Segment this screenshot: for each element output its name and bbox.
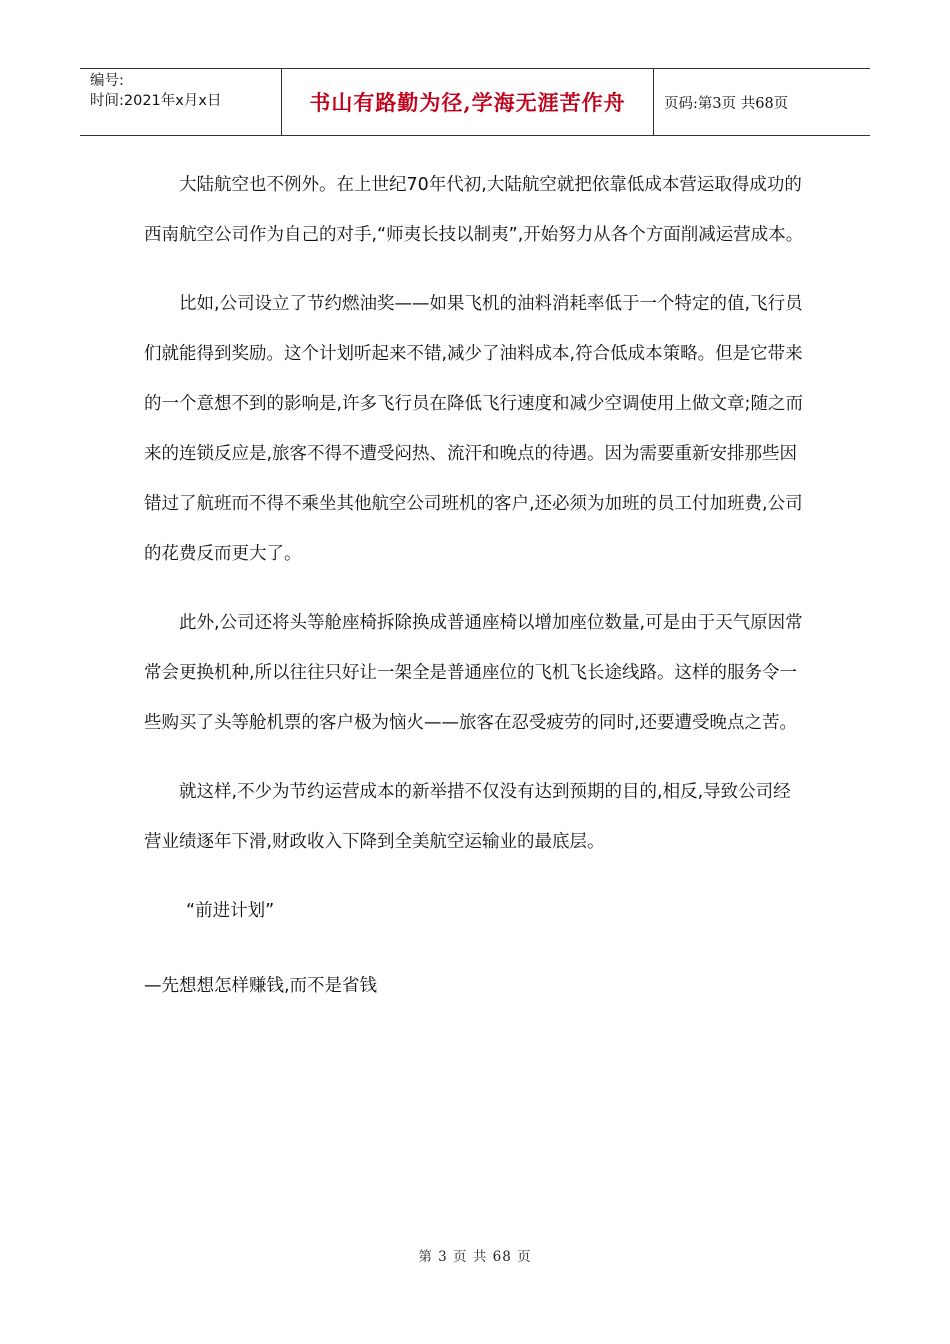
document-body [144,160,804,1040]
paragraph-3: 此外,公司还将头等舱座椅拆除换成普通座椅以增加座位数量,可是由于天气原因常常会更换机种,所以往往只好让一架全是普通座位的飞机飞长途线路。这样的服务令一些购买了头等舱机票的客户极为恼火——旅客在忍受疲劳的同时,还要遭受晚点之苦。 [144,613,803,733]
section-subtitle: —先想想怎样赚钱,而不是省钱 [144,976,378,996]
document-number-label: 编号: [90,73,124,89]
page-footer: 第 3 页 共 68 页 [418,1249,532,1265]
header-page-info: 页码:第3页 共68页 [664,95,789,112]
paragraph-4: 就这样,不少为节约运营成本的新举措不仅没有达到预期的目的,相反,导致公司经营业绩逐年下滑,财政收入下降到全美航空运输业的最底层。 [144,782,791,852]
document-time-label: 时间:2021年x月x日 [90,93,222,109]
section-title: “前进计划” [186,901,275,921]
header-motto: 书山有路勤为径,学海无涯苦作舟 [282,69,654,135]
paragraph-1: 大陆航空也不例外。在上世纪70年代初,大陆航空就把依靠低成本营运取得成功的西南航空公司作为自己的对手,“师夷长技以制夷”,开始努力从各个方面削减运营成本。 [144,175,804,245]
header-meta-cell [80,69,282,135]
page-header [80,68,870,136]
paragraph-2: 比如,公司设立了节约燃油奖——如果飞机的油料消耗率低于一个特定的值,飞行员们就能得到奖励。这个计划听起来不错,减少了油料成本,符合低成本策略。但是它带来的一个意想不到的影响是,许多飞行员在降低飞行速度和减少空调使用上做文章;随之而来的连锁反应是,旅客不得不遭受闷热、流汗和晚点的待遇。因为需要重新安排那些因错过了航班而不得不乘坐其他航空公司班机的客户,还必须为加班的员工付加班费,公司的花费反而更大了。 [144,294,803,564]
